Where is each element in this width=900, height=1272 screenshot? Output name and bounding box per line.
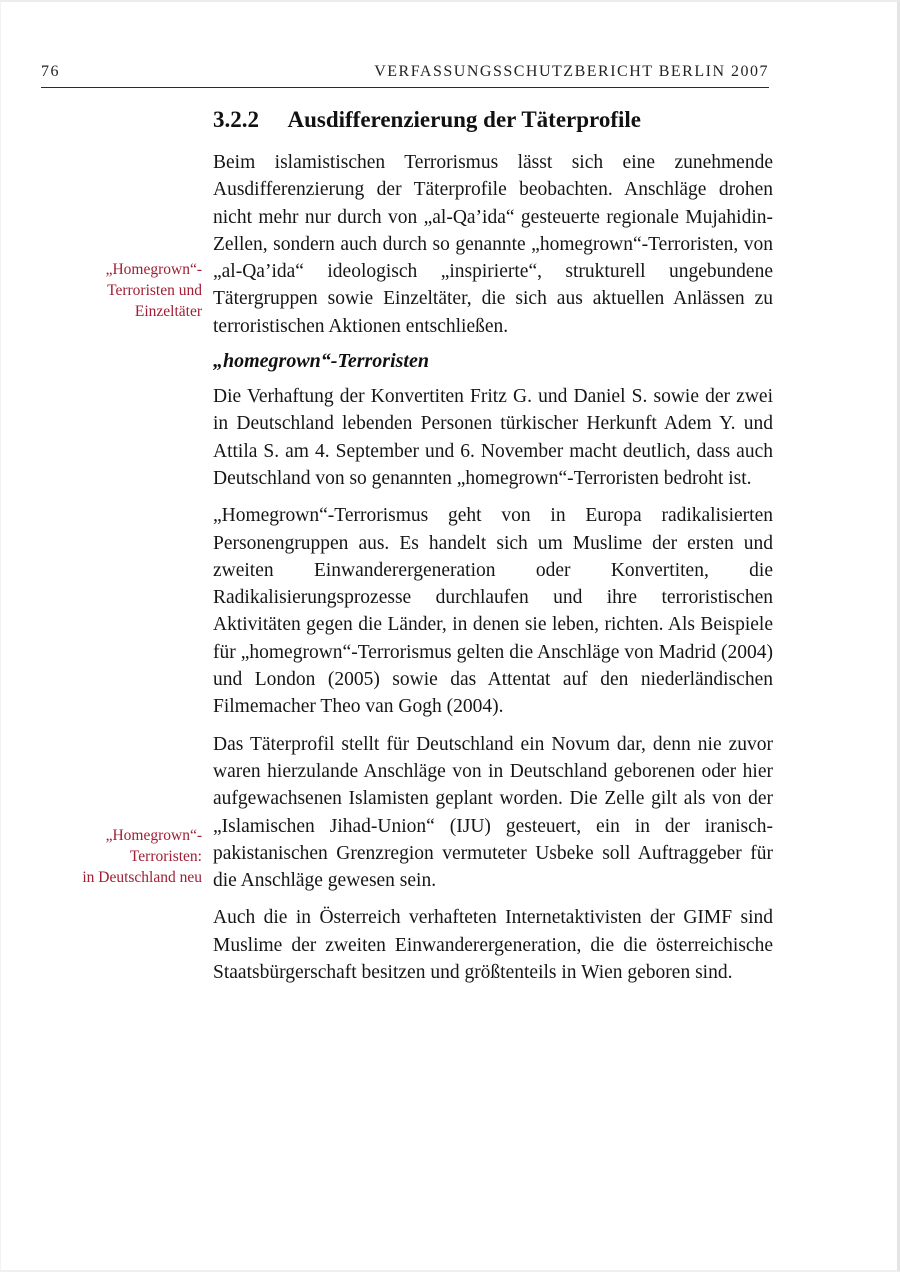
paragraph-taeterprofil-novum: Das Täterprofil stellt für Deutschland ein Novum dar, denn nie zuvor waren hierzulande Anschläge von in Deutschland geborenen oder hier aufgewachsenen Islamisten geplant worden. Die Zelle gilt als von der „Islamischen Jihad-Union“ (IJU) gesteuert, ein in der iranisch-pakistanischen Grenzregion vermuteter Usbeke soll Auftraggeber für die Anschläge gewesen sein. <box>213 733 773 892</box>
margin-note-homegrown-deutschland-neu <box>27 825 202 888</box>
main-text-column <box>213 107 773 996</box>
margin-note-line: Terroristen: <box>129 848 202 865</box>
paragraph-gimf-oesterreich: Auch die in Österreich verhafteten Internetaktivisten der GIMF sind Muslime der zweiten Einwanderergeneration, die die österreichische Staatsbürgerschaft besitzen und größtenteils in Wien geboren sind. <box>213 907 773 984</box>
subheading-homegrown-terroristen: „homegrown“-Terroristen <box>213 350 429 373</box>
margin-note-homegrown-einzeltaeter <box>27 259 202 322</box>
paragraph-homegrown-terrorismus: „Homegrown“-Terrorismus geht von in Europa radikalisierten Personengruppen aus. Es handelt sich um Muslime der ersten und zweiten Einwanderergeneration oder Konvertiten, die Radikalisierungsprozesse durchlaufen und ihre terroristischen Aktivitäten gegen die Länder, in denen sie leben, richten. Als Beispiele für „homegrown“-Terrorismus gelten die Anschläge von Madrid (2004) und London (2005) sowie das Attentat auf den niederländischen Filmemacher Theo van Gogh (2004). <box>213 505 773 718</box>
paragraph-taeterprofile-intro: Beim islamistischen Terrorismus lässt sich eine zunehmende Ausdifferenzierung der Täterprofile beobachten. Anschläge drohen nicht mehr nur durch von „al-Qa’ida“ gesteuerte regionale Mujahidin-Zellen, sondern auch durch so genannte „homegrown“-Terroristen, von „al-Qa’ida“ ideologisch „inspirierte“, strukturell ungebundene Tätergruppen sowie Einzeltäter, die sich aus aktuellen Anlässen zu terroristischen Aktionen entschließen. <box>213 152 773 337</box>
running-header <box>41 63 769 81</box>
section-number: 3.2.2 <box>213 107 259 132</box>
paragraph-verhaftungen: Die Verhaftung der Konvertiten Fritz G. und Daniel S. sowie der zwei in Deutschland lebenden Personen türkischer Herkunft Adem Y. und Attila S. am 4. September und 6. November macht deutlich, dass auch Deutschland von so genannten „homegrown“-Terroristen bedroht ist. <box>213 386 773 489</box>
header-rule <box>41 87 769 88</box>
margin-note-line: „Homegrown“- <box>105 261 202 278</box>
margin-note-line: „Homegrown“- <box>105 827 202 844</box>
margin-note-line: in Deutschland neu <box>82 869 202 886</box>
running-header-title: VERFASSUNGSSCHUTZBERICHT BERLIN 2007 <box>374 63 769 80</box>
section-title: Ausdifferenzierung der Täterprofile <box>287 107 641 132</box>
page-number: 76 <box>41 63 60 80</box>
margin-note-line: Einzeltäter <box>134 303 202 320</box>
section-heading <box>213 107 773 133</box>
margin-note-line: Terroristen und <box>107 282 202 299</box>
